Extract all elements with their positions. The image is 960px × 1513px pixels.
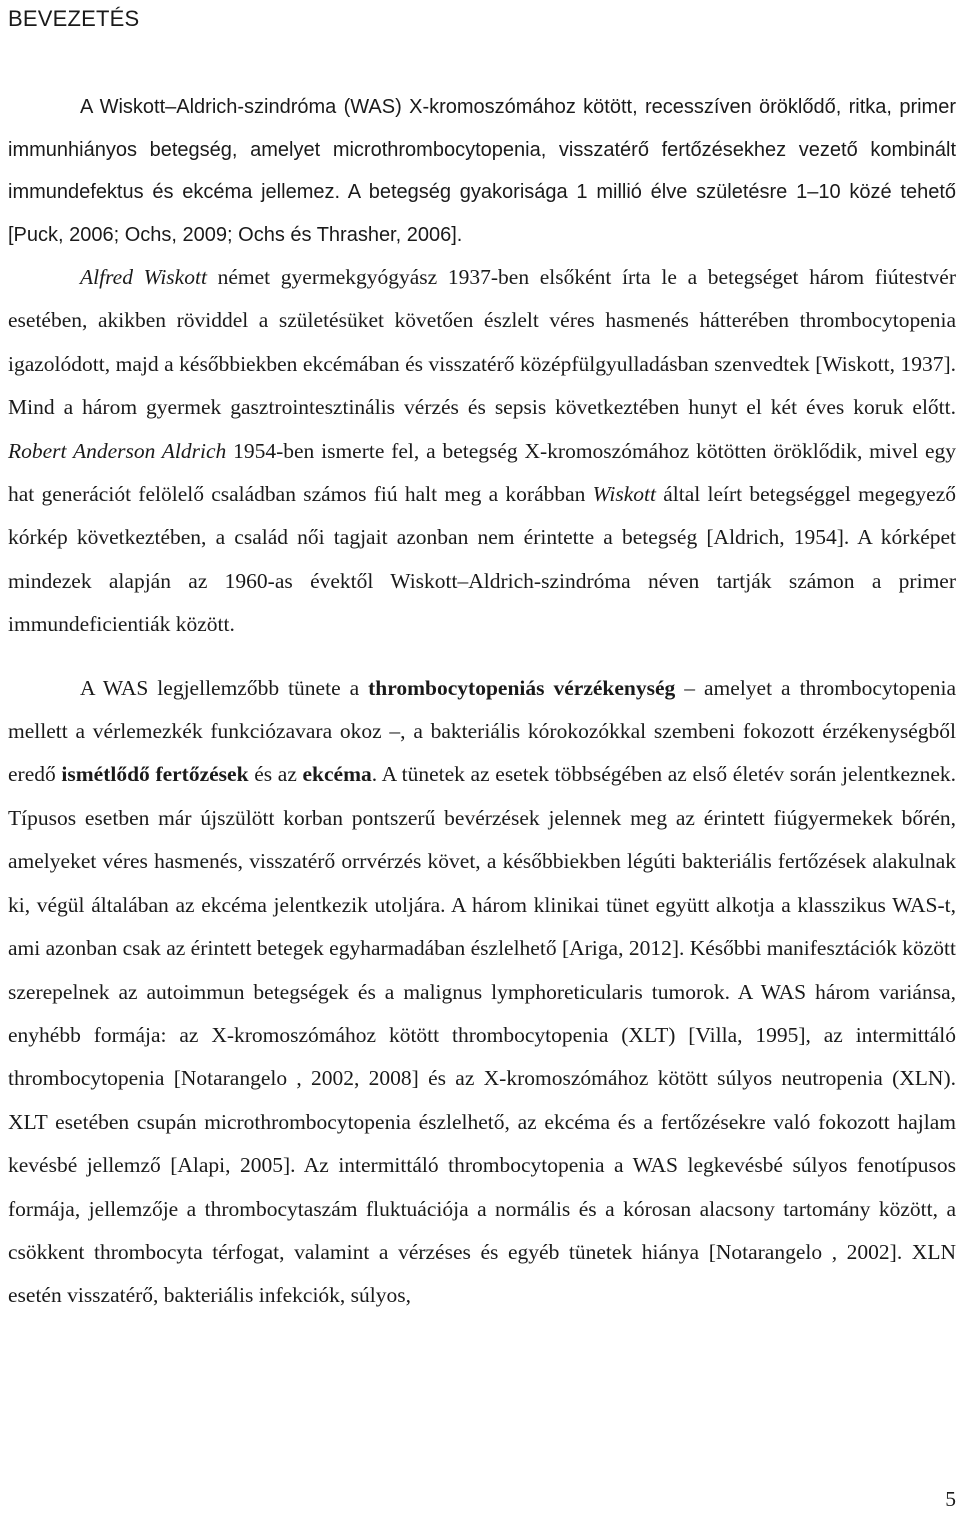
paragraph-text: és az [248, 762, 303, 787]
paragraph-text: A WAS legjellemzőbb tünete a [80, 675, 369, 700]
document-page [8, 0, 956, 1318]
bold-term: ismétlődő fertőzések [61, 762, 249, 787]
bold-term: ekcéma [302, 762, 372, 787]
paragraph-history [8, 256, 956, 647]
paragraph-text: 1954-ben ismerte fel, a betegség X-kromoszómához kötötten öröklődik, mivel egy hat generációt felölelő családban számos fiú halt meg a korábban [8, 438, 956, 507]
section-heading: BEVEZETÉS [8, 6, 140, 31]
paragraph-text: által leírt betegséggel megegyező kórkép következtében, a család női tagjait azonban nem érintette a betegség [Aldrich, 1954]. A kórképet mindezek alapján az 1960-as évektől Wiskott–Aldrich-szindróma néven tartják számon a primer immundeficientiák között. [8, 482, 956, 637]
person-name: Robert Anderson Aldrich [8, 438, 227, 463]
paragraph-intro: A Wiskott–Aldrich-szindróma (WAS) X-kromoszómához kötött, recesszíven öröklődő, ritka, primer immunhiányos betegség, amelyet microthrombocytopenia, visszatérő fertőzésekhez vezető kombinált immundefektus és ekcéma jellemez. A betegség gyakorisága 1 millió élve születésre 1–10 közé tehető [Puck, 2006; Ochs, 2009; Ochs és Thrasher, 2006]. [8, 96, 956, 246]
bold-term: thrombocytopeniás vérzékenység [368, 675, 676, 700]
paragraph-text: német gyermekgyógyász 1937-ben elsőként írta le a betegséget három fiútestvér esetében, akikben röviddel a születésüket követően észlelt véres hasmenés hátterében thrombocytopenia igazolódott, majd a későbbiekben ekcémában és visszatérő középfülgyulladásban szenvedtek [Wiskott, 1937]. Mind a három gyermek gasztrointesztinális vérzés és sepsis következtében hunyt el két éves koruk előtt. [8, 265, 956, 420]
person-name: Wiskott [592, 482, 656, 507]
person-name: Alfred Wiskott [80, 265, 207, 289]
paragraph-text: – amelyet a thrombocytopenia mellett a vérlemezkék funkciózavara okoz –, a bakteriális kórokozókkal szembeni fokozott érzékenységből eredő [8, 675, 956, 787]
paragraph-text: . A tünetek az esetek többségében az első életév során jelentkeznek. Típusos esetben már újszülött korban pontszerű bevérzések jelennek meg az érintett fiúgyermekek bőrén, amelyeket véres hasmenés, visszatérő orrvérzés követ, a későbbiekben légúti bakteriális fertőzések alakulnak ki, végül általában az ekcéma jelentkezik utoljára. A három klinikai tünet együtt alkotja a klasszikus WAS-t, ami azonban csak az érintett betegek egyharmadában észlelhető [Ariga, 2012]. Későbbi manifesztációk között szerepelnek az autoimmun betegségek és a malignus lymphoreticularis tumorok. A WAS három variánsa, enyhébb formája: az X-kromoszómához kötött thrombocytopenia (XLT) [Villa, 1995], az intermittáló thrombocytopenia [Notarangelo , 2002, 2008] és az X-kromoszómához kötött súlyos neutropenia (XLN). XLT esetében csupán microthrombocytopenia észlelhető, az ekcéma és a fertőzésekre való fokozott hajlam kevésbé jellemző [Alapi, 2005]. Az intermittáló thrombocytopenia a WAS legkevésbé súlyos fenotípusos formája, jellemzője a thrombocytaszám fluktuációja a normális és a kórosan alacsony tartomány között, a csökkent thrombocyta térfogat, valamint a vérzéses és egyéb tünetek hiánya [Notarangelo , 2002]. XLN esetén visszatérő, bakteriális infekciók, súlyos, [8, 762, 957, 1308]
page-number: 5 [945, 1487, 956, 1511]
paragraph-symptoms [8, 667, 956, 1318]
